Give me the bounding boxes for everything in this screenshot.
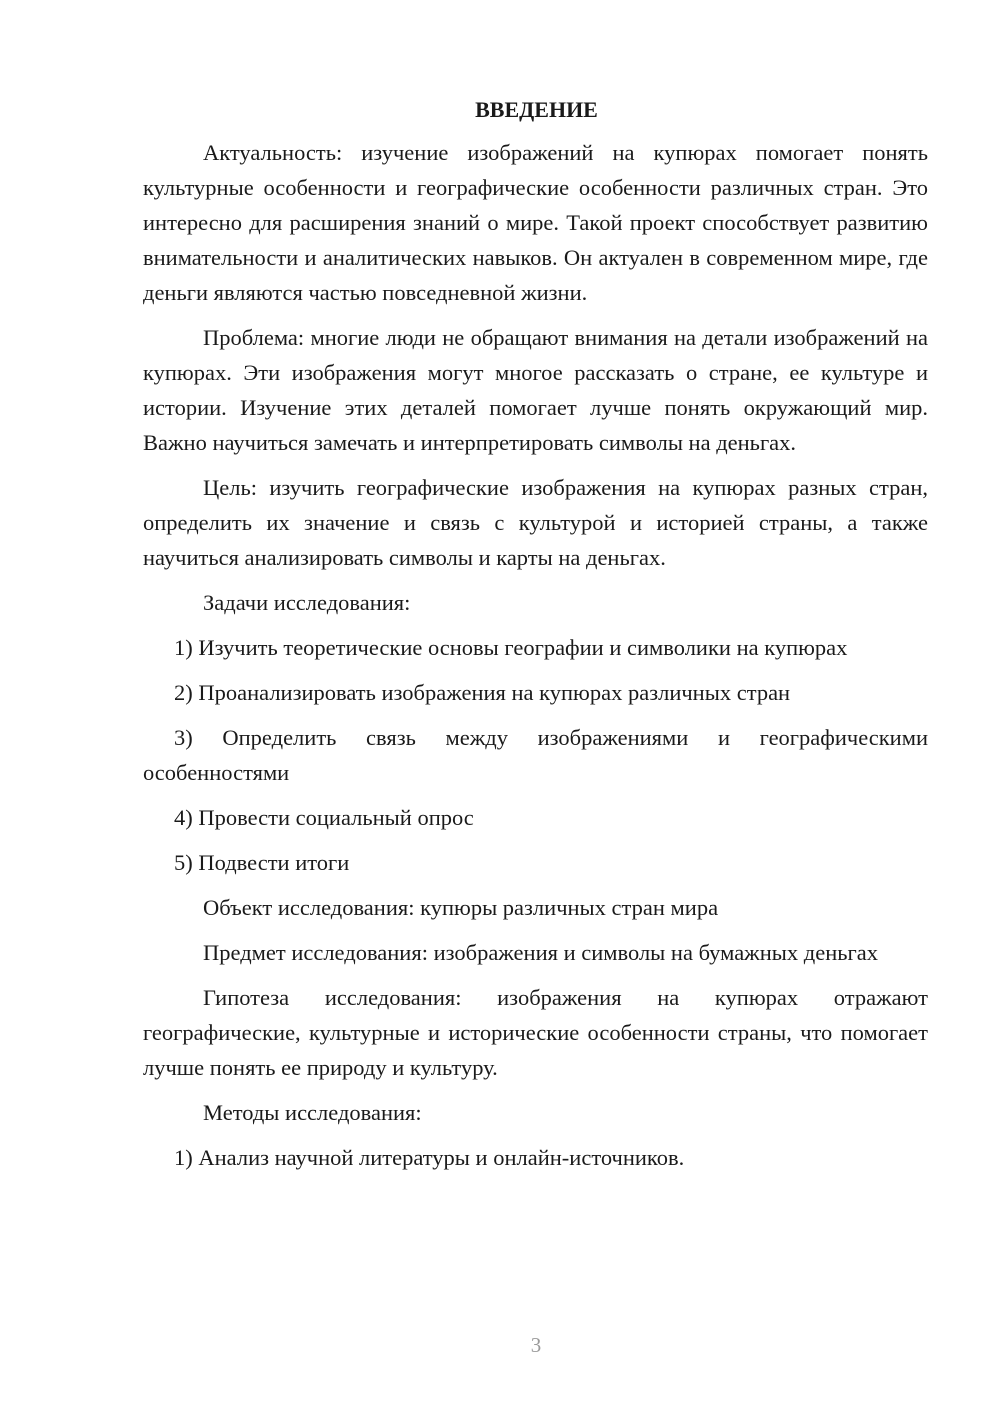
task-item: 5) Подвести итоги bbox=[174, 850, 350, 875]
tasks-heading: Задачи исследования: bbox=[203, 590, 411, 615]
task-item: 3) Определить связь между изображениями и географическими особенностями bbox=[143, 725, 928, 785]
page-number: 3 bbox=[530, 1333, 542, 1357]
subject-paragraph: Предмет исследования: изображения и символы на бумажных деньгах bbox=[203, 940, 878, 965]
problem-paragraph: Проблема: многие люди не обращают внимания на детали изображений на купюрах. Эти изображения могут многое рассказать о стране, ее культуре и истории. Изучение этих деталей помогает лучше понять окружающий мир. Важно научиться замечать и интерпретировать символы на деньгах. bbox=[143, 325, 928, 455]
goal-paragraph: Цель: изучить географические изображения на купюрах разных стран, определить их значение и связь с культурой и историей страны, а также научиться анализировать символы и карты на деньгах. bbox=[143, 475, 928, 570]
object-paragraph: Объект исследования: купюры различных стран мира bbox=[203, 895, 719, 920]
task-item: 1) Изучить теоретические основы географии и символики на купюрах bbox=[174, 635, 848, 660]
document-page bbox=[143, 92, 928, 1185]
task-item: 2) Проанализировать изображения на купюрах различных стран bbox=[174, 680, 791, 705]
relevance-paragraph: Актуальность: изучение изображений на купюрах помогает понять культурные особенности и географические особенности различных стран. Это интересно для расширения знаний о мире. Такой проект способствует развитию внимательности и аналитических навыков. Он актуален в современном мире, где деньги являются частью повседневной жизни. bbox=[143, 140, 928, 305]
section-title: ВВЕДЕНИЕ bbox=[475, 97, 598, 122]
methods-heading: Методы исследования: bbox=[203, 1100, 422, 1125]
hypothesis-paragraph: Гипотеза исследования: изображения на купюрах отражают географические, культурные и исторические особенности страны, что помогает лучше понять ее природу и культуру. bbox=[143, 985, 928, 1080]
task-item: 4) Провести социальный опрос bbox=[174, 805, 474, 830]
method-item: 1) Анализ научной литературы и онлайн-источников. bbox=[174, 1145, 685, 1170]
